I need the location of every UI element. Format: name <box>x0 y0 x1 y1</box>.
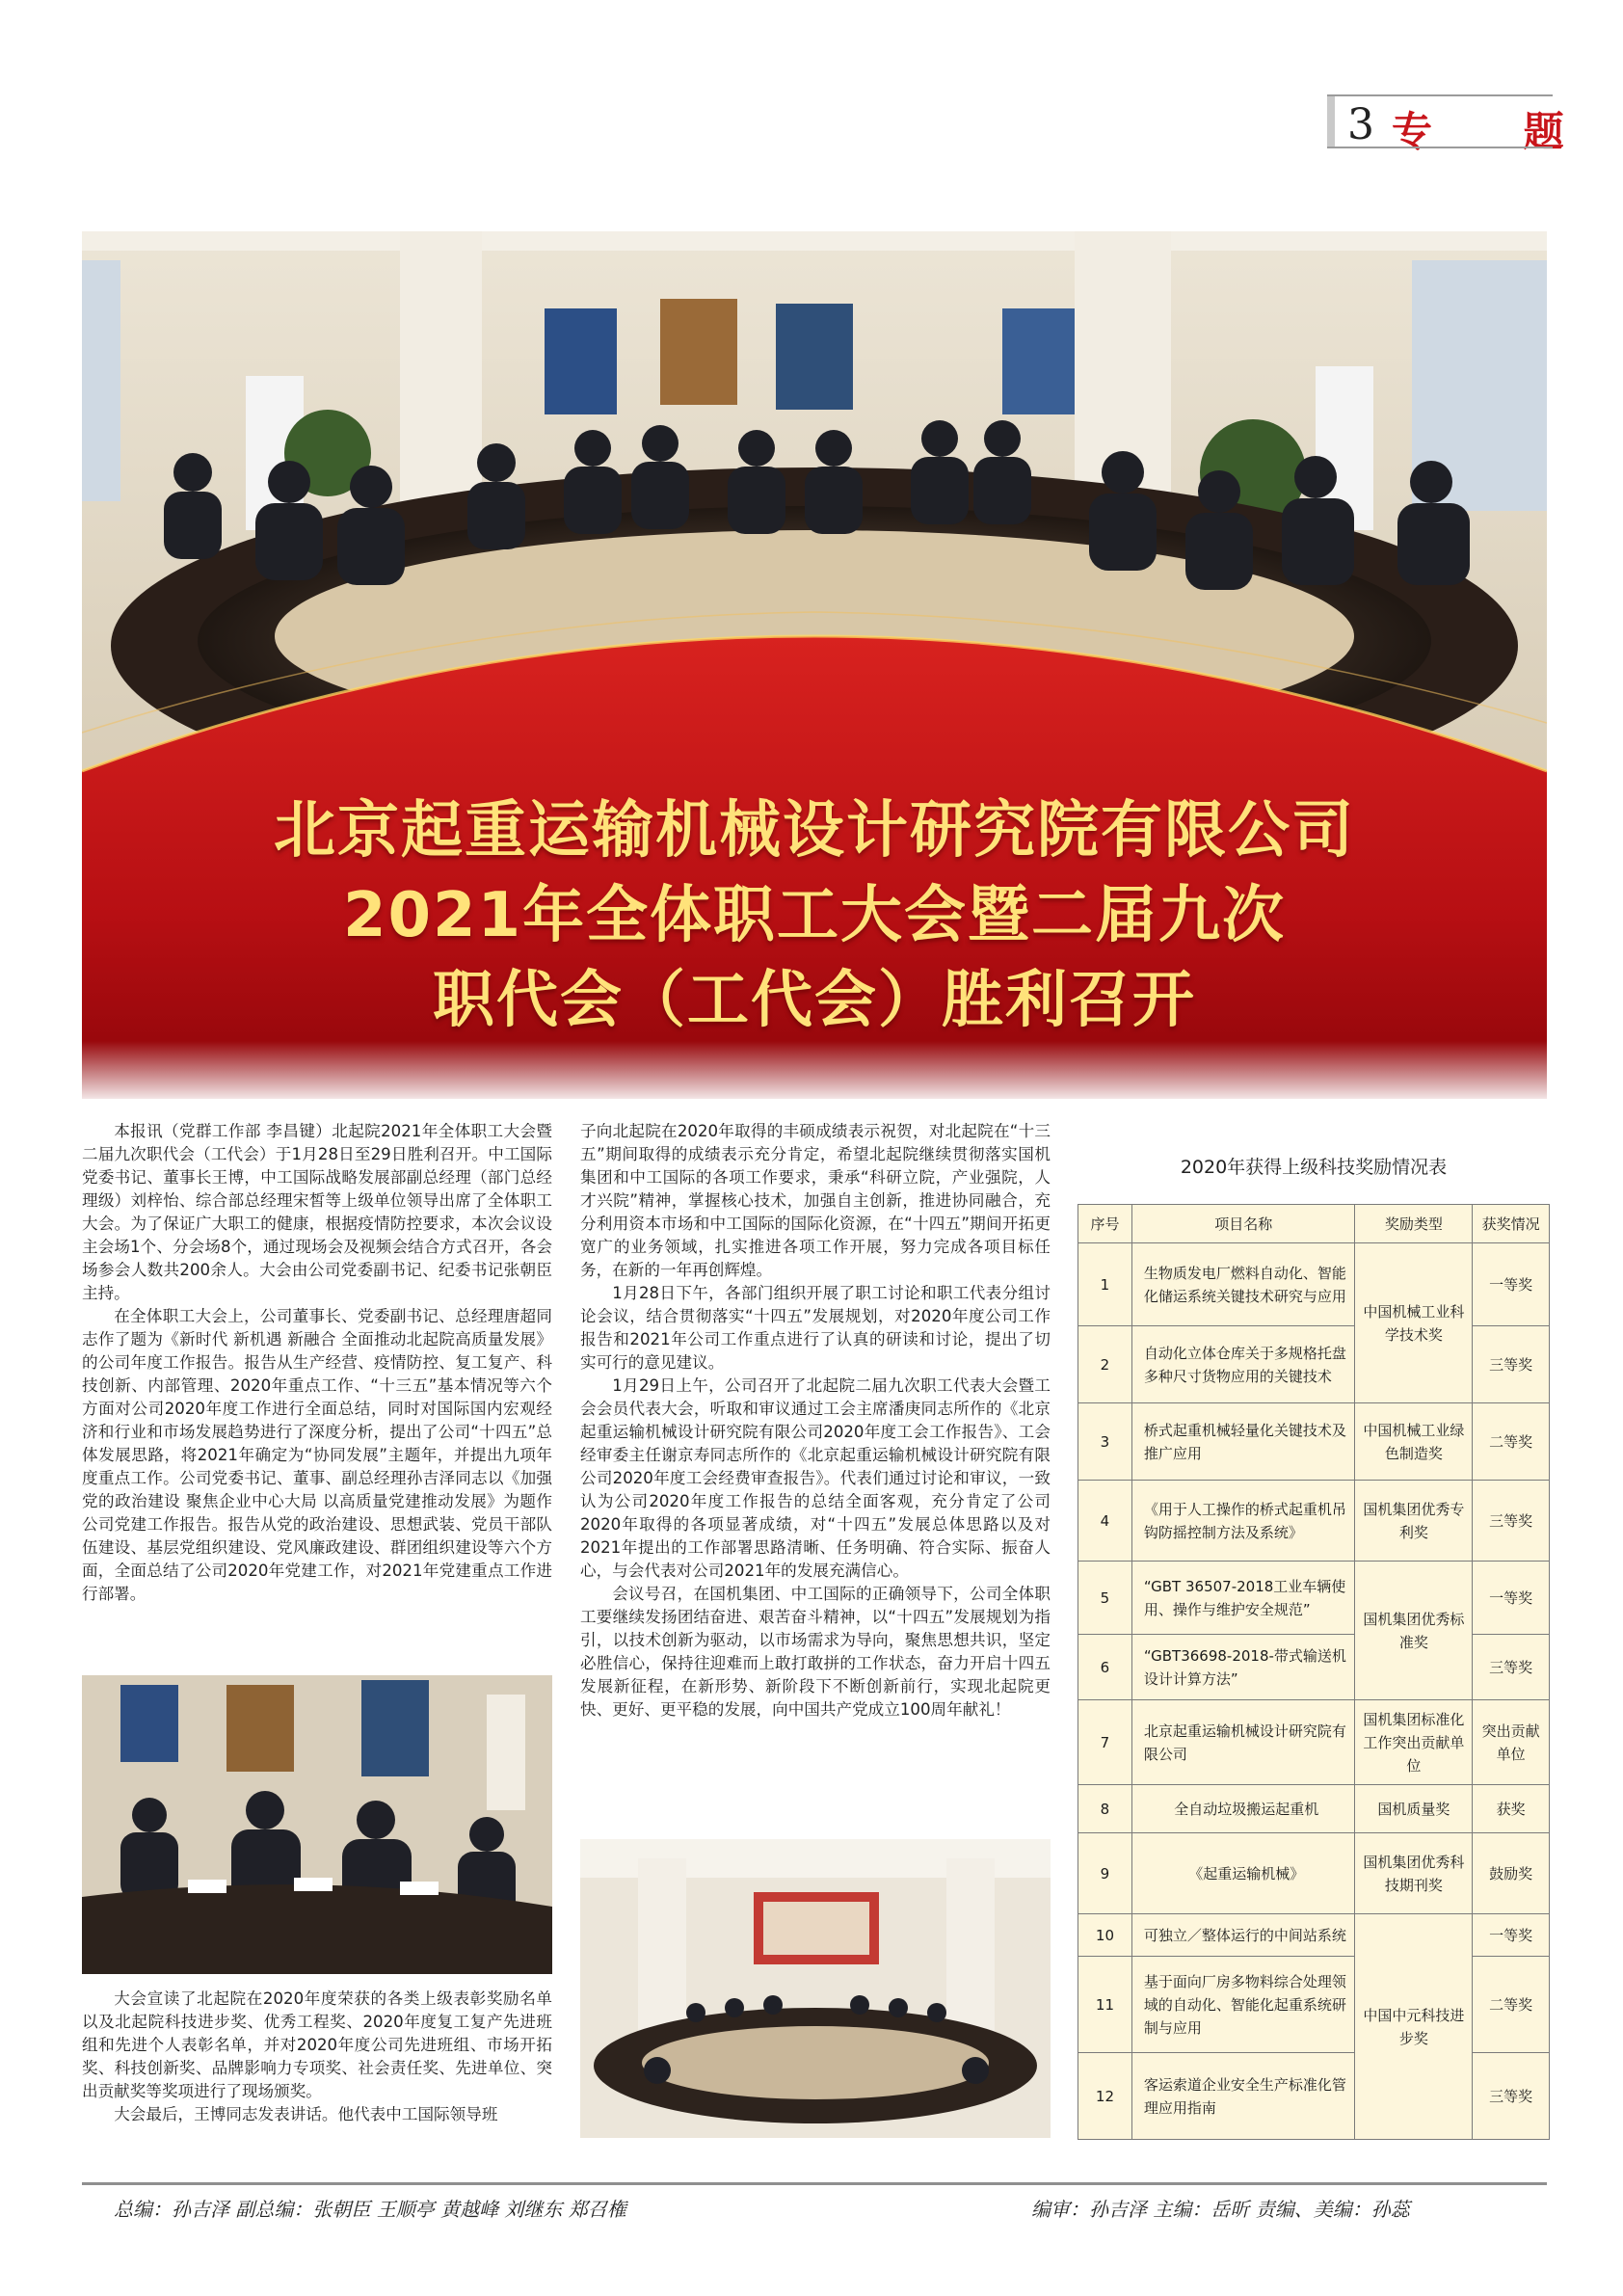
cell-no: 7 <box>1078 1700 1132 1785</box>
cell-project: “GBT36698-2018-带式输送机设计计算方法” <box>1131 1635 1355 1700</box>
cell-project: 北京起重运输机械设计研究院有限公司 <box>1131 1700 1355 1785</box>
cell-type: 国机集团优秀专利奖 <box>1355 1481 1473 1562</box>
table-row <box>1078 1326 1550 1403</box>
table-row <box>1078 1481 1550 1562</box>
cell-project: 《起重运输机械》 <box>1131 1833 1355 1914</box>
header-rule-bottom <box>1327 147 1553 148</box>
cell-result: 一等奖 <box>1473 1914 1550 1957</box>
cell-project: 客运索道企业安全生产标准化管理应用指南 <box>1131 2053 1355 2140</box>
footer-editors-left: 总编：孙吉泽 副总编：张朝臣 王顺亭 黄越峰 刘继东 郑召権 <box>114 2198 626 2221</box>
table-row <box>1078 1635 1550 1700</box>
table-title: 2020年获得上级科技奖励情况表 <box>1180 1157 1448 1178</box>
cell-type: 国机质量奖 <box>1355 1785 1473 1833</box>
table-row <box>1078 1785 1550 1833</box>
article-paragraph: 子向北起院在2020年取得的丰硕成绩表示祝贺，对北起院在“十三五”期间取得的成绩表示充分肯定，希望北起院继续贯彻落实国机集团和中工国际的各项工作要求，秉承“科研立院，产业强院，人才兴院”精神，掌握核心技术，加强自主创新，推进协同融合，充分利用资本市场和中工国际的国际化资源，在“十四五”期间开拓更宽广的业务领域，扎实推进各项工作开展，努力完成各项目标任务，在新的一年再创辉煌。 <box>580 1122 1051 1279</box>
cell-project: 可独立／整体运行的中间站系统 <box>1131 1914 1355 1957</box>
article-paragraph: 1月28日下午，各部门组织开展了职工讨论和职工代表分组讨论会议，结合贯彻落实“十四五”发展规划，对2020年度公司工作报告和2021年公司工作重点进行了认真的研读和讨论，提出了切实可行的意见建议。 <box>580 1284 1051 1372</box>
cell-type: 中国中元科技进步奖 <box>1355 1914 1473 2140</box>
cell-no: 8 <box>1078 1785 1132 1833</box>
article-column-1 <box>82 1120 552 1606</box>
header-type: 奖励类型 <box>1355 1205 1473 1243</box>
cell-no: 1 <box>1078 1243 1132 1326</box>
table-row <box>1078 1833 1550 1914</box>
cell-project: 桥式起重机械轻量化关键技术及推广应用 <box>1131 1403 1355 1481</box>
article-paragraph: 1月29日上午，公司召开了北起院二届九次职工代表大会暨工会会员代表大会，听取和审议通过工会主席潘庚同志所作的《北京起重运输机械设计研究院有限公司2020年度工会工作报告》、工会经审委主任谢京寿同志所作的《北京起重运输机械设计研究院有限公司2020年度工会经费审查报告》。代表们通过讨论和审议，一致认为公司2020年度工作报告的总结全面客观，充分肯定了公司2020年取得的各项显著成绩，对“十四五”发展总体思路以及对2021年提出的工作部署思路清晰、任务明确、符合实际、振奋人心，与会代表对公司2021年的发展充满信心。 <box>580 1376 1051 1580</box>
cell-type: 国机集团标准化工作突出贡献单位 <box>1355 1700 1473 1785</box>
article-paragraph: 会议号召，在国机集团、中工国际的正确领导下，公司全体职工要继续发扬团结奋进、艰苦奋斗精神，以“十四五”发展规划为指引，以技术创新为驱动，以市场需求为导向，聚焦思想共识，坚定必胜信心，保持往迎难而上敢打敢拼的工作状态，奋力开启十四五发展新征程，在新形势、新阶段下不断创新前行，实现北起院更快、更好、更平稳的发展，向中国共产党成立100周年献礼！ <box>580 1585 1051 1719</box>
cell-project: “GBT 36507-2018工业车辆使用、操作与维护安全规范” <box>1131 1562 1355 1635</box>
cell-no: 2 <box>1078 1326 1132 1403</box>
photo-leaders-at-table <box>82 1675 552 1974</box>
cell-result: 突出贡献单位 <box>1473 1700 1550 1785</box>
hero-title-line-2: 2021年全体职工大会暨二届九次 <box>342 880 1287 951</box>
cell-result: 二等奖 <box>1473 1957 1550 2053</box>
table-header-row <box>1078 1205 1550 1243</box>
cell-no: 10 <box>1078 1914 1132 1957</box>
cell-result: 二等奖 <box>1473 1403 1550 1481</box>
hero-banner <box>82 231 1547 1099</box>
award-table <box>1078 1204 1550 2140</box>
header-accent-bar <box>1327 96 1335 147</box>
cell-no: 4 <box>1078 1481 1132 1562</box>
cell-project: 《用于人工操作的桥式起重机吊钩防摇控制方法及系统》 <box>1131 1481 1355 1562</box>
footer-editors-right: 编审：孙吉泽 主编：岳昕 责编、美编：孙蕊 <box>1031 2198 1410 2221</box>
cell-result: 一等奖 <box>1473 1243 1550 1326</box>
table-row <box>1078 1562 1550 1635</box>
cell-result: 三等奖 <box>1473 2053 1550 2140</box>
cell-project: 自动化立体仓库关于多规格托盘多种尺寸货物应用的关键技术 <box>1131 1326 1355 1403</box>
table-row <box>1078 1914 1550 1957</box>
cell-result: 三等奖 <box>1473 1481 1550 1562</box>
cell-type: 中国机械工业绿色制造奖 <box>1355 1403 1473 1481</box>
cell-no: 11 <box>1078 1957 1132 2053</box>
cell-no: 12 <box>1078 2053 1132 2140</box>
cell-result: 鼓励奖 <box>1473 1833 1550 1914</box>
cell-result: 一等奖 <box>1473 1562 1550 1635</box>
cell-no: 5 <box>1078 1562 1132 1635</box>
cell-project: 生物质发电厂燃料自动化、智能化储运系统关键技术研究与应用 <box>1131 1243 1355 1326</box>
table-row <box>1078 1700 1550 1785</box>
section-title: 专 题 <box>1392 108 1603 155</box>
article-paragraph: 大会最后，王博同志发表讲话。他代表中工国际领导班 <box>114 2105 498 2123</box>
article-paragraph: 本报讯（党群工作部 李昌键）北起院2021年全体职工大会暨二届九次职代会（工代会）于1月28日至29日胜利召开。中工国际党委书记、董事长王博，中工国际战略发展部副总经理（部门总经理级）刘梓怡、综合部总经理宋皙等上级单位领导出席了全体职工大会。为了保证广大职工的健康，根据疫情防控要求，本次会议设主会场1个、分会场8个，通过现场会及视频会结合方式召开，各会场参会人数共200余人。大会由公司党委副书记、纪委书记张朝臣主持。 <box>82 1122 552 1302</box>
photo-conference-room <box>580 1839 1051 2138</box>
cell-result: 三等奖 <box>1473 1326 1550 1403</box>
cell-type: 国机集团优秀标准奖 <box>1355 1562 1473 1700</box>
header-rule-top <box>1327 94 1553 96</box>
cell-no: 3 <box>1078 1403 1132 1481</box>
cell-result: 获奖 <box>1473 1785 1550 1833</box>
article-column-1-bottom <box>82 1988 552 2126</box>
page-number: 3 <box>1347 100 1374 149</box>
article-paragraph: 大会宣读了北起院在2020年度荣获的各类上级表彰奖励名单以及北起院科技进步奖、优秀工程奖、2020年度复工复产先进班组和先进个人表彰名单，并对2020年度公司先进班组、市场开拓奖、科技创新奖、品牌影响力专项奖、社会责任奖、先进单位、突出贡献奖等奖项进行了现场颁奖。 <box>82 1989 552 2100</box>
header-result: 获奖情况 <box>1473 1205 1550 1243</box>
cell-no: 9 <box>1078 1833 1132 1914</box>
cell-type: 国机集团优秀科技期刊奖 <box>1355 1833 1473 1914</box>
article-column-2 <box>580 1120 1051 1722</box>
cell-result: 三等奖 <box>1473 1635 1550 1700</box>
table-row <box>1078 1403 1550 1481</box>
table-row <box>1078 1243 1550 1326</box>
hero-title-line-1: 北京起重运输机械设计研究院有限公司 <box>274 795 1355 867</box>
article-paragraph: 在全体职工大会上，公司董事长、党委副书记、总经理唐超同志作了题为《新时代 新机遇 新融合 全面推动北起院高质量发展》的公司年度工作报告。报告从生产经营、疫情防控、复工复产、科技创新、内部管理、2020年重点工作、“十三五”基本情况等六个方面对公司2020年度工作进行全面总结，同时对国际国内宏观经济和行业和市场发展趋势进行了深度分析，提出了公司“十四五”总体发展思路，将2021年确定为“协同发展”主题年，并提出九项年度重点工作。公司党委书记、董事、副总经理孙吉泽同志以《加强党的政治建设 聚焦企业中心大局 以高质量党建推动发展》为题作公司党建工作报告。报告从党的政治建设、思想武装、党员干部队伍建设、基层党组织建设、党风廉政建设、群团组织建设等六个方面，全面总结了公司2020年党建工作，对2021年党建重点工作进行部署。 <box>82 1307 552 1603</box>
footer-rule <box>82 2182 1547 2185</box>
cell-project: 全自动垃圾搬运起重机 <box>1131 1785 1355 1833</box>
cell-type: 中国机械工业科学技术奖 <box>1355 1243 1473 1403</box>
cell-project: 基于面向厂房多物料综合处理领域的自动化、智能化起重系统研制与应用 <box>1131 1957 1355 2053</box>
header-project: 项目名称 <box>1131 1205 1355 1243</box>
cell-no: 6 <box>1078 1635 1132 1700</box>
hero-title-line-3: 职代会（工代会）胜利召开 <box>433 965 1196 1036</box>
table-row <box>1078 2053 1550 2140</box>
table-row <box>1078 1957 1550 2053</box>
header-no: 序号 <box>1078 1205 1132 1243</box>
